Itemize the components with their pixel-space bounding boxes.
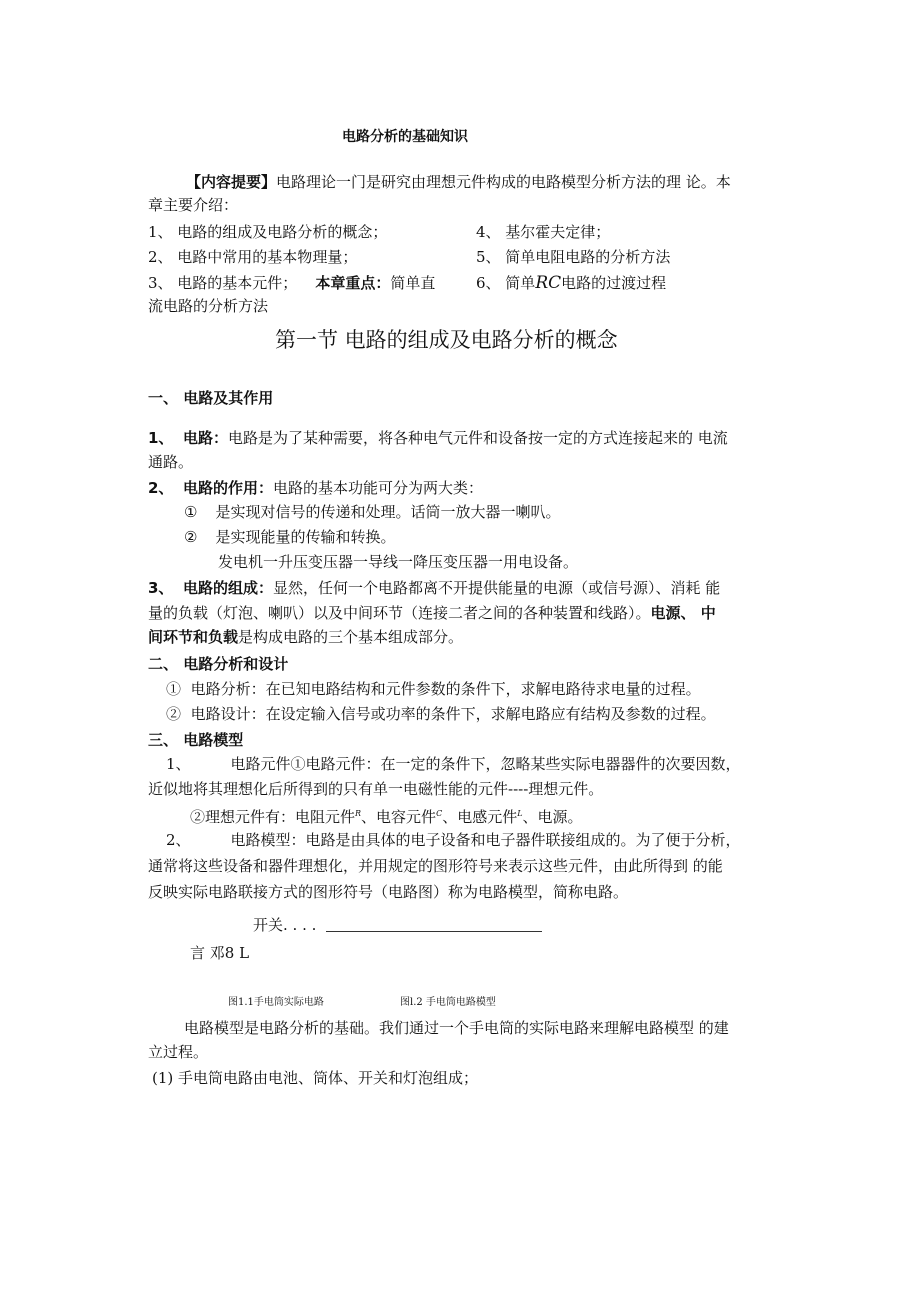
capacitor-symbol: C xyxy=(436,809,443,818)
section-title: 第一节 电路的组成及电路分析的概念 xyxy=(275,328,618,352)
inductor-symbol: L xyxy=(517,809,523,818)
topic-4: 4、 基尔霍夫定律； xyxy=(476,223,611,241)
s1-p1-text: 电路是为了某种需要，将各种电气元件和设备按一定的方式连接起来的 电流 xyxy=(228,429,728,447)
resistor-symbol: R xyxy=(355,809,362,818)
s1-item-2 xyxy=(184,526,395,548)
s1-p3-number: 3、 xyxy=(148,579,174,597)
s3-para-2-line-2: 通常将这些设备和器件理想化，并用规定的图形符号来表示这些元件，由此所得到 的能 xyxy=(148,857,723,875)
summary-line-1 xyxy=(186,171,731,193)
s1-p3-text: 显然，任何一个电路都离不开提供能量的电源（或信号源）、消耗 能 xyxy=(273,579,721,597)
topic-6 xyxy=(476,272,666,294)
s2-item-2-text: 电路设计：在设定输入信号或功率的条件下，求解电路应有结构及参数的过程。 xyxy=(190,705,716,723)
s2-item-1-text: 电路分析：在已知电路结构和元件参数的条件下，求解电路待求电量的过程。 xyxy=(190,680,701,698)
topic-2: 2、 电路中常用的基本物理量； xyxy=(148,248,358,266)
heading-circuit-and-function: 一、 电路及其作用 xyxy=(148,389,274,407)
key-point-text-cont: 流电路的分析方法 xyxy=(148,297,269,315)
s2-item-1 xyxy=(166,678,701,700)
s1-item-1-mark: ① xyxy=(184,503,198,521)
power-source-text: 、电源。 xyxy=(522,808,583,826)
s1-item-2-example: 发电机一升压变压器一导线一降压变压器一用电设备。 xyxy=(218,553,579,571)
s1-p3-line2-text: 量的负载（灯泡、喇叭）以及中间环节（连接二者之间的各种装置和线路）。 xyxy=(148,604,651,622)
s1-p2-text: 电路的基本功能可分为两大类： xyxy=(273,479,484,497)
s3-p2-text: 电路模型：电路是由具体的电子设备和电子器件联接组成的。为了便于分析， xyxy=(230,831,741,849)
s3-para-2 xyxy=(166,829,741,851)
s1-item-2-mark: ② xyxy=(184,528,198,546)
s1-p1-term: 电路： xyxy=(182,429,228,447)
s3-para-1-line-2: 近似地将其理想化后所得到的只有单一电磁性能的元件----理想元件。 xyxy=(148,780,604,798)
s1-p3-line2-bold: 电源、 中 xyxy=(650,604,716,622)
figure-garbled-text: 言 邓8 L xyxy=(190,944,250,962)
topic-3-text: 3、 电路的基本元件； xyxy=(148,274,298,292)
s2-item-2-mark: ② xyxy=(166,705,182,723)
summary-line-2: 章主要介绍： xyxy=(148,196,239,214)
s1-para-3-line-3 xyxy=(148,626,463,648)
s1-item-1 xyxy=(184,501,560,523)
key-point-text: 简单直 xyxy=(390,274,436,292)
document-title: 电路分析的基础知识 xyxy=(342,129,468,145)
summary-text: 电路理论一门是研究由理想元件构成的电路模型分析方法的理 论。本 xyxy=(276,173,731,191)
ideal-elements-text: ②理想元件有：电阻元件 xyxy=(190,808,356,826)
heading-analysis-and-design: 二、 电路分析和设计 xyxy=(148,655,289,673)
topic-6-text-end: 电路的过渡过程 xyxy=(561,274,667,292)
inductor-text: 、电感元件 xyxy=(442,808,518,826)
key-point-label: 本章重点： xyxy=(315,274,391,292)
s3-para-2-line-3: 反映实际电路联接方式的图形符号（电路图）称为电路模型，简称电路。 xyxy=(148,883,629,901)
s3-p1-text: 电路元件①电路元件：在一定的条件下，忽略某些实际电器器件的次要因数， xyxy=(230,755,741,773)
s1-item-1-text: 是实现对信号的传递和处理。话筒一放大器一喇叭。 xyxy=(215,503,561,521)
s1-item-2-text: 是实现能量的传输和转换。 xyxy=(215,528,396,546)
s2-item-2 xyxy=(166,703,716,725)
closing-line-1: 电路模型是电路分析的基础。我们通过一个手电筒的实际电路来理解电路模型 的建 xyxy=(184,1019,729,1037)
s1-p3-line3-bold: 间环节和负载 xyxy=(148,628,239,646)
switch-line xyxy=(326,931,542,932)
switch-label: 开关. . . . xyxy=(253,916,317,934)
s1-para-1 xyxy=(148,427,728,449)
topic-1: 1、 电路的组成及电路分析的概念； xyxy=(148,223,388,241)
summary-label: 【内容提要】 xyxy=(186,173,277,191)
capacitor-text: 、电容元件 xyxy=(361,808,437,826)
heading-circuit-model: 三、 电路模型 xyxy=(148,731,244,749)
s1-para-3 xyxy=(148,577,720,599)
topic-6-text: 6、 简单 xyxy=(476,274,536,292)
closing-line-2: 立过程。 xyxy=(148,1043,209,1061)
s1-p2-term: 电路的作用： xyxy=(182,479,273,497)
s1-p2-number: 2、 xyxy=(148,479,174,497)
s3-para-1-line-3 xyxy=(190,803,583,828)
s1-p1-number: 1、 xyxy=(148,429,174,447)
s2-item-1-mark: ① xyxy=(166,680,182,698)
s1-p3-term: 电路的组成： xyxy=(182,579,273,597)
rc-symbol: RC xyxy=(535,273,562,293)
figure-caption-1: 图1.1手电筒实际电路 xyxy=(228,997,324,1008)
s1-para-2 xyxy=(148,477,483,499)
topic-3 xyxy=(148,272,435,294)
s3-p2-number: 2、 xyxy=(166,831,191,849)
s3-para-1 xyxy=(166,753,741,775)
s1-p3-line3-text: 是构成电路的三个基本组成部分。 xyxy=(238,628,464,646)
s1-para-1-cont: 通路。 xyxy=(148,453,194,471)
s1-para-3-line-2 xyxy=(148,602,716,624)
s3-p1-number: 1、 xyxy=(166,755,191,773)
topic-5: 5、 简单电阻电路的分析方法 xyxy=(476,248,671,266)
figure-caption-2: 图l.2 手电筒电路模型 xyxy=(400,997,496,1008)
closing-line-3: (1) 手电筒电路由电池、筒体、开关和灯泡组成； xyxy=(152,1069,479,1087)
